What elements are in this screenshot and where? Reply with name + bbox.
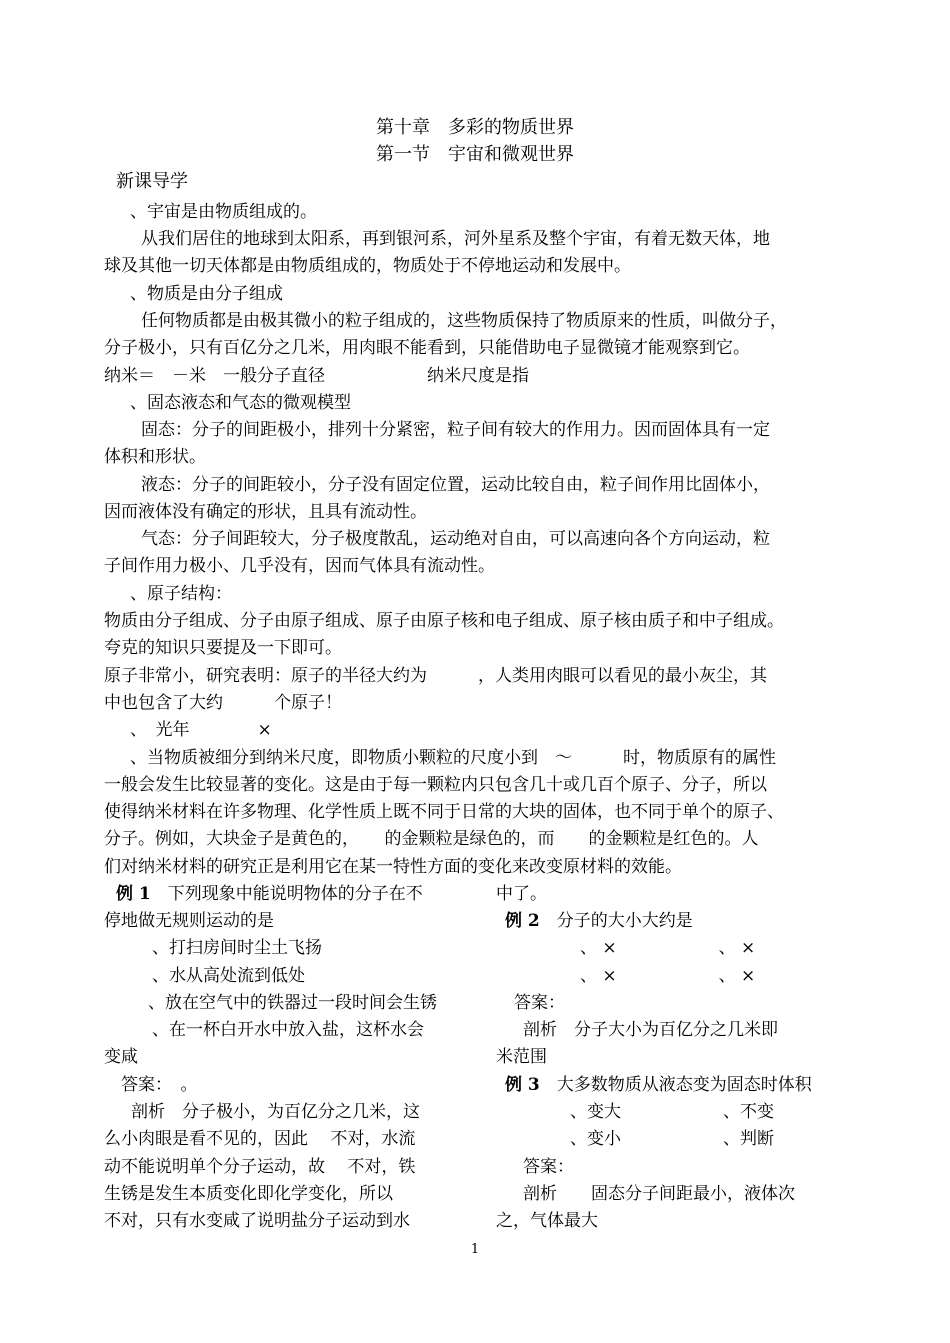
paragraph-line: 中也包含了大约 个原子！: [104, 693, 342, 713]
example-3-label: 例 3: [505, 1075, 540, 1095]
paragraph-line: 、宇宙是由物质组成的。: [130, 202, 317, 222]
example-2-answer: 答案：: [514, 993, 565, 1013]
paragraph-line: 、物质是由分子组成: [130, 284, 283, 304]
paragraph-line: 任何物质都是由极其微小的粒子组成的，这些物质保持了物质原来的性质，叫做分子，: [141, 311, 787, 331]
paragraph-line: 们对纳米材料的研究正是利用它在某一特性方面的变化来改变原材料的效能。: [104, 857, 682, 877]
section-title: 第一节 宇宙和微观世界: [376, 144, 574, 165]
example-1-option-b: 、水从高处流到低处: [152, 966, 305, 986]
paragraph-line: 纳米＝ －米 一般分子直径 纳米尺度是指: [104, 366, 529, 386]
example-1-question: 下列现象中能说明物体的分子在不: [150, 884, 423, 904]
example-2-options-cd: 、 × 、 ×: [580, 966, 756, 986]
example-1-option-d: 、在一杯白开水中放入盐，这杯水会: [152, 1020, 424, 1040]
paragraph-line: 气态：分子间距较大，分子极度散乱，运动绝对自由，可以高速向各个方向运动，粒: [141, 529, 770, 549]
example-2-analysis: 剖析 分子大小为百亿分之几米即: [523, 1020, 778, 1040]
page-number: 1: [470, 1242, 480, 1257]
paragraph-line: 体积和形状。: [104, 447, 206, 467]
example-3-options-cd: 、变小 、判断: [570, 1129, 774, 1149]
example-3-analysis: 剖析 固态分子间距最小，液体次: [523, 1184, 795, 1204]
paragraph-line: 物质由分子组成、分子由原子组成、原子由原子核和电子组成、原子核由质子和中子组成。: [104, 611, 784, 631]
paragraph-line: 分子极小，只有百亿分之几米，用肉眼不能看到，只能借助电子显微镜才能观察到它。: [104, 338, 750, 358]
example-3-options-ab: 、变大 、不变: [570, 1102, 774, 1122]
example-3-analysis-cont: 之，气体最大: [496, 1211, 598, 1231]
paragraph-line: 从我们居住的地球到太阳系，再到银河系，河外星系及整个宇宙，有着无数天体，地: [141, 229, 770, 249]
example-1-option-a: 、打扫房间时尘土飞扬: [152, 938, 322, 958]
paragraph-line: 一般会发生比较显著的变化。这是由于每一颗粒内只包含几十或几百个原子、分子，所以: [104, 775, 767, 795]
chapter-title: 第十章 多彩的物质世界: [376, 117, 574, 138]
paragraph-line: 球及其他一切天体都是由物质组成的，物质处于不停地运动和发展中。: [104, 256, 631, 276]
paragraph-line: 、 光年 ×: [130, 720, 272, 740]
paragraph-line: 液态：分子的间距较小，分子没有固定位置，运动比较自由，粒子间作用比固体小，: [141, 475, 770, 495]
paragraph-line: 使得纳米材料在许多物理、化学性质上既不同于日常的大块的固体，也不同于单个的原子、: [104, 802, 784, 822]
paragraph-line: 因而液体没有确定的形状，且具有流动性。: [104, 502, 427, 522]
example-2-line: [505, 911, 693, 931]
example-2-analysis-cont: 米范围: [496, 1047, 547, 1067]
example-1-question-cont: 停地做无规则运动的是: [104, 911, 274, 931]
example-2-question: 分子的大小大约是: [539, 911, 693, 931]
paragraph-line: 夸克的知识只要提及一下即可。: [104, 638, 342, 658]
paragraph-line: 、固态液态和气态的微观模型: [130, 393, 351, 413]
example-1-line: [116, 884, 423, 904]
example-1-option-c: 、放在空气中的铁器过一段时间会生锈: [148, 993, 437, 1013]
example-3-question: 大多数物质从液态变为固态时体积: [539, 1075, 812, 1095]
paragraph-line: 、原子结构：: [130, 584, 232, 604]
section-heading: 新课导学: [116, 171, 188, 192]
paragraph-line: 分子。例如，大块金子是黄色的， 的金颗粒是绿色的，而 的金颗粒是红色的。人: [104, 829, 759, 849]
example-2-options-ab: 、 × 、 ×: [580, 938, 756, 958]
paragraph-line: 子间作用力极小、几乎没有，因而气体具有流动性。: [104, 556, 495, 576]
example-1-answer: 答案： 。: [121, 1075, 198, 1095]
example-1-analysis: 剖析 分子极小，为百亿分之几米，这: [131, 1102, 420, 1122]
example-1-option-d-cont: 变咸: [104, 1047, 138, 1067]
example-1-analysis: 不对，只有水变咸了说明盐分子运动到水: [104, 1211, 410, 1231]
example-1-analysis: 么小肉眼是看不见的，因此 不对，水流: [104, 1129, 416, 1149]
example-1-analysis: 动不能说明单个分子运动，故 不对，铁: [104, 1157, 416, 1177]
paragraph-line: 、当物质被细分到纳米尺度，即物质小颗粒的尺度小到 ～ 时，物质原有的属性: [130, 748, 776, 768]
paragraph-line: 固态：分子的间距极小，排列十分紧密，粒子间有较大的作用力。因而固体具有一定: [141, 420, 770, 440]
example-1-label: 例 1: [116, 884, 151, 904]
example-1-analysis: 生锈是发生本质变化即化学变化，所以: [104, 1184, 393, 1204]
paragraph-line: 原子非常小，研究表明：原子的半径大约为 ，人类用肉眼可以看见的最小灰尘，其: [104, 666, 767, 686]
example-2-label: 例 2: [505, 911, 540, 931]
example-1-analysis-cont: 中了。: [496, 884, 547, 904]
example-3-answer: 答案：: [523, 1157, 574, 1177]
example-3-line: [505, 1075, 812, 1095]
